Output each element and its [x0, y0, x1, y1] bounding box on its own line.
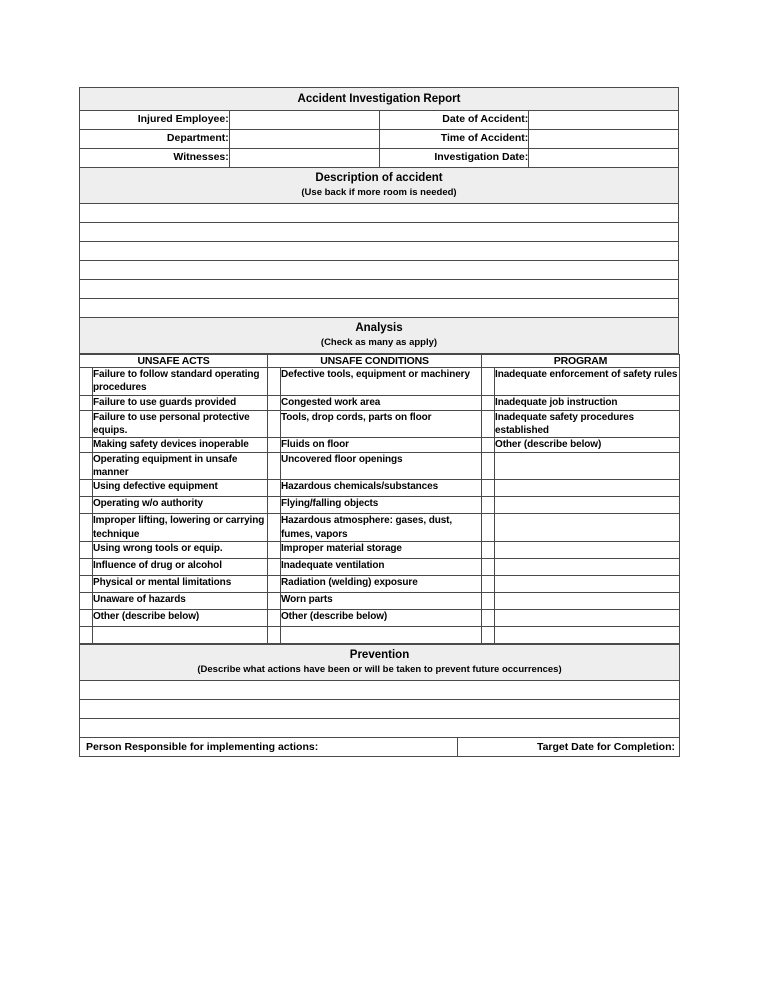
checkbox-cell-unsafe-acts[interactable] — [80, 592, 93, 609]
footer-row — [80, 737, 680, 756]
checkbox-cell-unsafe-conditions[interactable] — [268, 626, 281, 643]
date-of-accident-input[interactable] — [529, 114, 678, 129]
checkbox-unsafe-conditions[interactable] — [268, 627, 280, 641]
analysis-item-blank — [495, 497, 680, 514]
analysis-item-label: Failure to use guards provided — [93, 395, 268, 410]
analysis-item-label: Influence of drug or alcohol — [93, 558, 268, 575]
analysis-item-blank — [495, 592, 680, 609]
investigation-date-field-cell[interactable] — [529, 149, 679, 168]
prevention-line-cell[interactable] — [80, 718, 680, 737]
checkbox-cell-unsafe-conditions[interactable] — [268, 497, 281, 514]
prevention-line-cell[interactable] — [80, 680, 680, 699]
checkbox-unsafe-acts[interactable] — [80, 610, 92, 624]
checkbox-unsafe-conditions[interactable] — [268, 411, 280, 425]
prevention-banner-cell — [80, 644, 680, 680]
description-line-input[interactable] — [80, 284, 678, 297]
time-of-accident-input[interactable] — [529, 133, 678, 148]
analysis-item-label: Failure to follow standard operating procedures — [93, 368, 268, 395]
description-line-row — [80, 204, 679, 223]
injured-employee-field-cell[interactable] — [229, 111, 379, 130]
analysis-item-label: Uncovered floor openings — [281, 453, 482, 480]
description-line-input[interactable] — [80, 265, 678, 278]
injured-employee-input[interactable] — [230, 114, 379, 129]
description-line-row — [80, 280, 679, 299]
checkbox-cell-program[interactable] — [482, 453, 495, 480]
analysis-item-label: Hazardous chemicals/substances — [281, 480, 482, 497]
department-input[interactable] — [230, 133, 379, 148]
checkbox-program[interactable] — [482, 514, 494, 528]
analysis-item-row — [80, 438, 680, 453]
analysis-item-row — [80, 514, 680, 541]
analysis-item-blank — [495, 480, 680, 497]
checkbox-program[interactable] — [482, 593, 494, 607]
header-row-2 — [80, 130, 679, 149]
checkbox-cell-unsafe-conditions[interactable] — [268, 395, 281, 410]
witnesses-label: Witnesses: — [80, 149, 230, 168]
checkbox-unsafe-acts[interactable] — [80, 453, 92, 467]
prevention-line-input[interactable] — [80, 703, 679, 716]
checkbox-cell-program[interactable] — [482, 480, 495, 497]
checkbox-program[interactable] — [482, 396, 494, 410]
time-of-accident-field-cell[interactable] — [529, 130, 679, 149]
analysis-item-row — [80, 410, 680, 437]
analysis-item-label: Fluids on floor — [281, 438, 482, 453]
department-label: Department: — [80, 130, 230, 149]
analysis-item-row — [80, 395, 680, 410]
checkbox-program[interactable] — [482, 453, 494, 467]
analysis-item-label: Operating equipment in unsafe manner — [93, 453, 268, 480]
checkbox-cell-unsafe-conditions[interactable] — [268, 438, 281, 453]
checkbox-cell-unsafe-conditions[interactable] — [268, 480, 281, 497]
prevention-line-row — [80, 680, 680, 699]
checkbox-unsafe-conditions[interactable] — [268, 368, 280, 382]
analysis-item-row — [80, 453, 680, 480]
analysis-subtitle: (Check as many as apply) — [320, 337, 438, 349]
analysis-banner-cell — [80, 318, 679, 354]
analysis-item-blank — [495, 558, 680, 575]
checkbox-program[interactable] — [482, 368, 494, 382]
analysis-item-row — [80, 541, 680, 558]
column-header-unsafe-conditions: UNSAFE CONDITIONS — [268, 355, 482, 368]
checkbox-program[interactable] — [482, 559, 494, 573]
description-line-cell[interactable] — [80, 299, 679, 318]
checkbox-cell-unsafe-conditions[interactable] — [268, 514, 281, 541]
analysis-item-label: Radiation (welding) exposure — [281, 575, 482, 592]
analysis-item-label: Inadequate safety procedures established — [495, 410, 680, 437]
person-responsible-cell — [80, 737, 458, 756]
analysis-item-label: Other (describe below) — [93, 609, 268, 626]
description-line-row — [80, 261, 679, 280]
checkbox-unsafe-acts[interactable] — [80, 438, 92, 452]
form-page — [79, 87, 679, 757]
analysis-item-row — [80, 368, 680, 395]
document-title-row — [80, 88, 679, 111]
analysis-item-label: Improper material storage — [281, 541, 482, 558]
analysis-item-label: Congested work area — [281, 395, 482, 410]
analysis-item-label: Defective tools, equipment or machinery — [281, 368, 482, 395]
checkbox-cell-program[interactable] — [482, 575, 495, 592]
date-of-accident-field-cell[interactable] — [529, 111, 679, 130]
checkbox-program[interactable] — [482, 542, 494, 556]
checkbox-cell-unsafe-acts[interactable] — [80, 609, 93, 626]
checkbox-cell-unsafe-acts[interactable] — [80, 395, 93, 410]
analysis-banner-row — [80, 318, 679, 354]
header-row-1 — [80, 111, 679, 130]
checkbox-cell-program[interactable] — [482, 514, 495, 541]
prevention-line-input[interactable] — [80, 684, 679, 697]
checkbox-cell-program[interactable] — [482, 626, 495, 643]
checkbox-unsafe-acts[interactable] — [80, 627, 92, 641]
checkbox-cell-program[interactable] — [482, 558, 495, 575]
description-banner-row — [80, 168, 679, 204]
prevention-line-row — [80, 699, 680, 718]
checkbox-cell-unsafe-acts[interactable] — [80, 453, 93, 480]
checkbox-cell-unsafe-acts[interactable] — [80, 410, 93, 437]
analysis-rows — [80, 368, 680, 644]
checkbox-unsafe-conditions[interactable] — [268, 542, 280, 556]
analysis-item-label: Worn parts — [281, 592, 482, 609]
checkbox-cell-unsafe-acts[interactable] — [80, 480, 93, 497]
analysis-item-label: Physical or mental limitations — [93, 575, 268, 592]
analysis-item-blank — [495, 575, 680, 592]
analysis-item-label: Inadequate enforcement of safety rules — [495, 368, 680, 395]
analysis-item-label: Improper lifting, lowering or carrying technique — [93, 514, 268, 541]
prevention-table — [79, 644, 680, 757]
checkbox-program[interactable] — [482, 627, 494, 641]
person-responsible-label: Person Responsible for implementing actions: — [86, 740, 319, 753]
investigation-date-label: Investigation Date: — [379, 149, 529, 168]
checkbox-cell-program[interactable] — [482, 541, 495, 558]
prevention-lines — [80, 680, 680, 737]
checkbox-unsafe-acts[interactable] — [80, 396, 92, 410]
analysis-item-row — [80, 592, 680, 609]
checkbox-cell-program[interactable] — [482, 438, 495, 453]
analysis-item-label: Making safety devices inoperable — [93, 438, 268, 453]
checkbox-cell-unsafe-conditions[interactable] — [268, 368, 281, 395]
analysis-item-label: Operating w/o authority — [93, 497, 268, 514]
analysis-item-row — [80, 626, 680, 643]
checkbox-cell-unsafe-acts[interactable] — [80, 558, 93, 575]
date-of-accident-label: Date of Accident: — [379, 111, 529, 130]
checkbox-cell-unsafe-conditions[interactable] — [268, 575, 281, 592]
analysis-item-blank — [93, 626, 268, 643]
checkbox-cell-unsafe-conditions[interactable] — [268, 592, 281, 609]
checkbox-unsafe-conditions[interactable] — [268, 480, 280, 494]
description-line-cell[interactable] — [80, 242, 679, 261]
checkbox-program[interactable] — [482, 610, 494, 624]
analysis-item-row — [80, 575, 680, 592]
checkbox-program[interactable] — [482, 411, 494, 425]
checkbox-cell-unsafe-conditions[interactable] — [268, 609, 281, 626]
checkbox-unsafe-conditions[interactable] — [268, 576, 280, 590]
checkbox-cell-program[interactable] — [482, 368, 495, 395]
column-header-program: PROGRAM — [482, 355, 680, 368]
prevention-banner-row — [80, 644, 680, 680]
checkbox-cell-unsafe-acts[interactable] — [80, 541, 93, 558]
checkbox-unsafe-acts[interactable] — [80, 411, 92, 425]
prevention-title: Prevention — [349, 648, 410, 661]
analysis-item-row — [80, 558, 680, 575]
checkbox-unsafe-conditions[interactable] — [268, 559, 280, 573]
description-lines — [80, 204, 679, 318]
analysis-item-blank — [495, 609, 680, 626]
checkbox-cell-program[interactable] — [482, 395, 495, 410]
header-row-3 — [80, 149, 679, 168]
checkbox-unsafe-conditions[interactable] — [268, 610, 280, 624]
analysis-item-blank — [281, 626, 482, 643]
description-line-input[interactable] — [80, 303, 678, 316]
analysis-item-row — [80, 497, 680, 514]
checkbox-program[interactable] — [482, 576, 494, 590]
witnesses-field-cell[interactable] — [229, 149, 379, 168]
analysis-item-blank — [495, 453, 680, 480]
checkbox-cell-unsafe-conditions[interactable] — [268, 453, 281, 480]
checkbox-unsafe-acts[interactable] — [80, 514, 92, 528]
description-line-input[interactable] — [80, 246, 678, 259]
checkbox-unsafe-conditions[interactable] — [268, 453, 280, 467]
checkbox-cell-unsafe-conditions[interactable] — [268, 558, 281, 575]
description-line-cell[interactable] — [80, 280, 679, 299]
analysis-item-label: Other (describe below) — [281, 609, 482, 626]
description-line-cell[interactable] — [80, 261, 679, 280]
checkbox-unsafe-conditions[interactable] — [268, 514, 280, 528]
checkbox-program[interactable] — [482, 438, 494, 452]
document-title-cell — [80, 88, 679, 111]
checkbox-unsafe-acts[interactable] — [80, 576, 92, 590]
description-line-row — [80, 299, 679, 318]
prevention-line-input[interactable] — [80, 722, 679, 735]
checkbox-cell-unsafe-acts[interactable] — [80, 497, 93, 514]
checkbox-unsafe-acts[interactable] — [80, 559, 92, 573]
checkbox-unsafe-conditions[interactable] — [268, 438, 280, 452]
description-line-input[interactable] — [80, 208, 678, 221]
analysis-item-blank — [495, 541, 680, 558]
checkbox-unsafe-conditions[interactable] — [268, 593, 280, 607]
analysis-header-row — [80, 355, 680, 368]
checkbox-cell-program[interactable] — [482, 609, 495, 626]
analysis-item-label: Using defective equipment — [93, 480, 268, 497]
target-date-cell — [458, 737, 680, 756]
description-banner-cell — [80, 168, 679, 204]
analysis-item-blank — [495, 514, 680, 541]
time-of-accident-label: Time of Accident: — [379, 130, 529, 149]
checkbox-cell-program[interactable] — [482, 497, 495, 514]
description-line-cell[interactable] — [80, 223, 679, 242]
analysis-item-blank — [495, 626, 680, 643]
prevention-line-cell[interactable] — [80, 699, 680, 718]
analysis-item-label: Flying/falling objects — [281, 497, 482, 514]
column-header-unsafe-acts: UNSAFE ACTS — [80, 355, 268, 368]
checkbox-unsafe-acts[interactable] — [80, 368, 92, 382]
description-line-row — [80, 242, 679, 261]
description-title: Description of accident — [315, 172, 443, 184]
checkbox-unsafe-conditions[interactable] — [268, 396, 280, 410]
analysis-item-label: Inadequate job instruction — [495, 395, 680, 410]
target-date-label: Target Date for Completion: — [536, 740, 675, 753]
department-field-cell[interactable] — [229, 130, 379, 149]
checkbox-cell-unsafe-acts[interactable] — [80, 626, 93, 643]
analysis-item-label: Tools, drop cords, parts on floor — [281, 410, 482, 437]
analysis-item-label: Using wrong tools or equip. — [93, 541, 268, 558]
analysis-item-label: Inadequate ventilation — [281, 558, 482, 575]
analysis-item-label: Unaware of hazards — [93, 592, 268, 609]
checkbox-cell-unsafe-conditions[interactable] — [268, 541, 281, 558]
checkbox-unsafe-acts[interactable] — [80, 480, 92, 494]
checkbox-program[interactable] — [482, 497, 494, 511]
checkbox-cell-unsafe-acts[interactable] — [80, 438, 93, 453]
prevention-line-row — [80, 718, 680, 737]
checkbox-cell-unsafe-acts[interactable] — [80, 514, 93, 541]
checkbox-program[interactable] — [482, 480, 494, 494]
description-subtitle: (Use back if more room is needed) — [301, 187, 457, 199]
checkbox-unsafe-acts[interactable] — [80, 593, 92, 607]
investigation-date-input[interactable] — [529, 152, 678, 167]
checkbox-unsafe-acts[interactable] — [80, 497, 92, 511]
checkbox-cell-unsafe-acts[interactable] — [80, 368, 93, 395]
prevention-subtitle: (Describe what actions have been or will be taken to prevent future occurrences) — [197, 664, 562, 675]
witnesses-input[interactable] — [230, 152, 379, 167]
checkbox-unsafe-acts[interactable] — [80, 542, 92, 556]
analysis-title: Analysis — [355, 322, 403, 335]
description-line-input[interactable] — [80, 227, 678, 240]
analysis-table — [79, 354, 680, 644]
checkbox-cell-unsafe-acts[interactable] — [80, 575, 93, 592]
injured-employee-label: Injured Employee: — [80, 111, 230, 130]
analysis-item-label: Failure to use personal protective equips. — [93, 410, 268, 437]
analysis-item-label: Hazardous atmosphere: gases, dust, fumes, vapors — [281, 514, 482, 541]
analysis-item-label: Other (describe below) — [495, 438, 680, 453]
checkbox-cell-program[interactable] — [482, 410, 495, 437]
analysis-item-row — [80, 609, 680, 626]
analysis-item-row — [80, 480, 680, 497]
description-line-cell[interactable] — [80, 204, 679, 223]
header-table — [79, 87, 679, 354]
description-line-row — [80, 223, 679, 242]
checkbox-cell-unsafe-conditions[interactable] — [268, 410, 281, 437]
checkbox-unsafe-conditions[interactable] — [268, 497, 280, 511]
page-title: Accident Investigation Report — [297, 93, 461, 105]
checkbox-cell-program[interactable] — [482, 592, 495, 609]
